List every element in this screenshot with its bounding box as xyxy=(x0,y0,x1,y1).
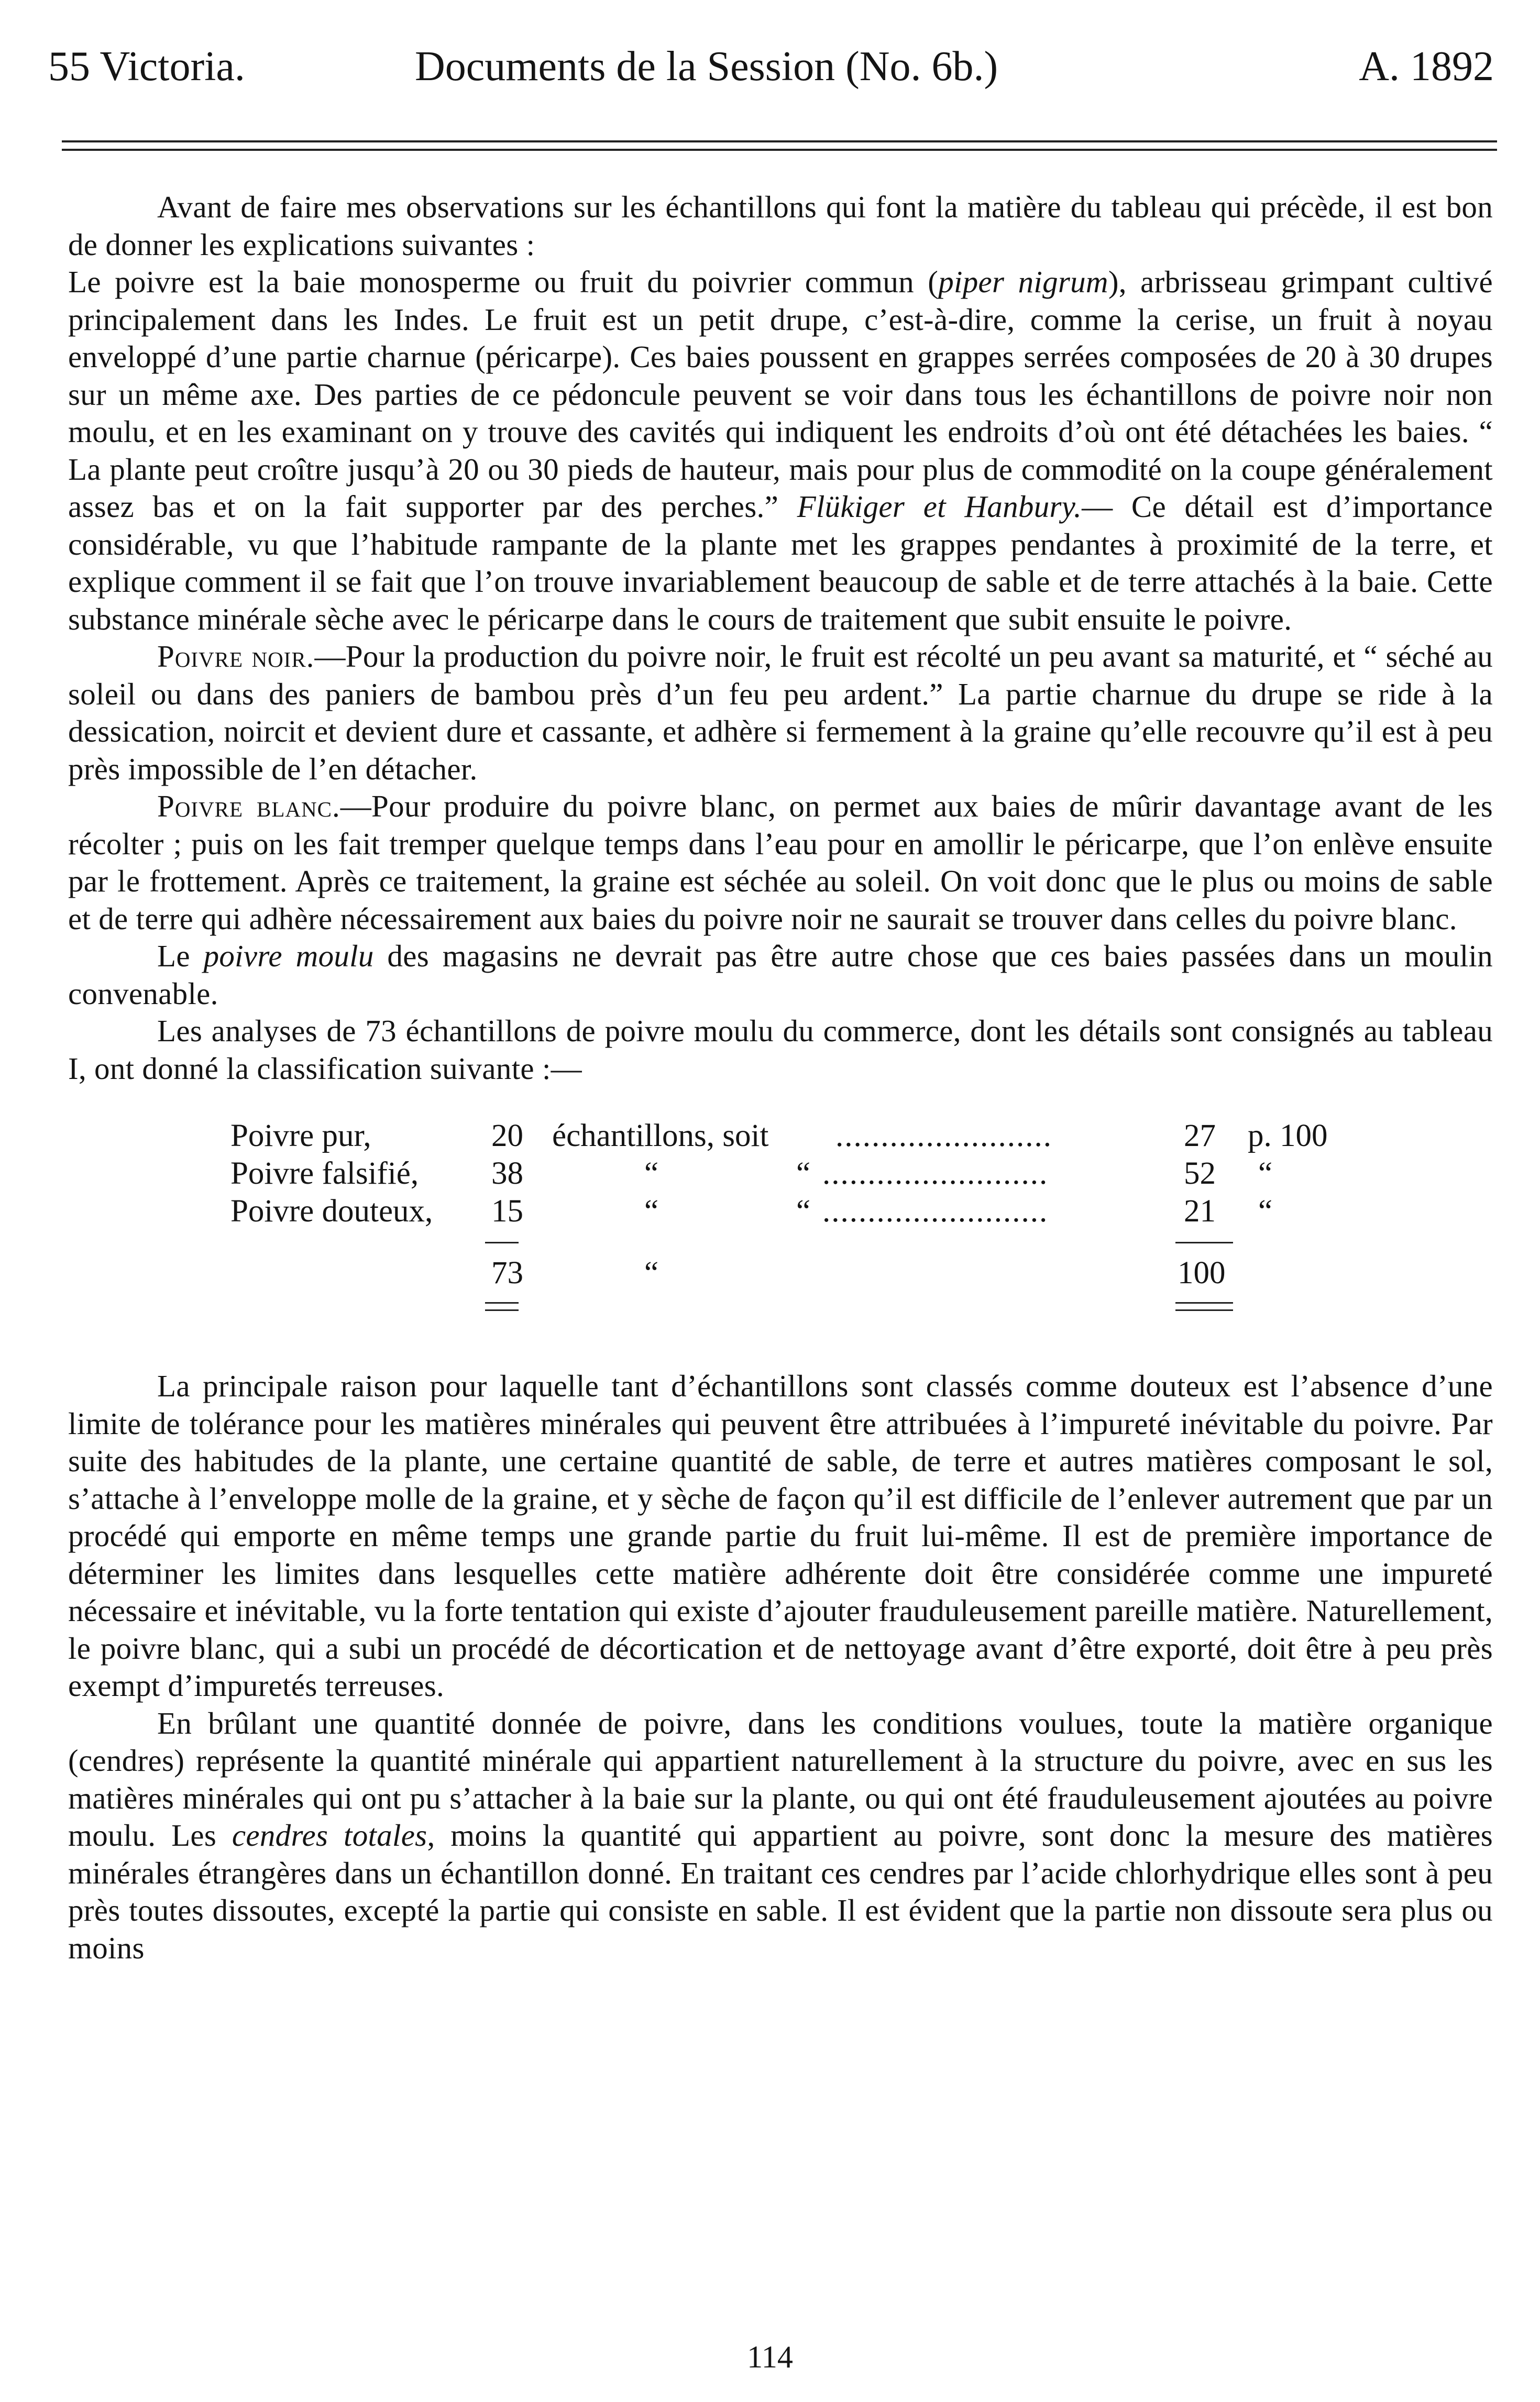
paragraph-poivre-moulu xyxy=(68,938,1493,1012)
text-run: Le xyxy=(157,939,204,973)
classification-table xyxy=(68,1118,1493,1330)
text-run: —Pour la production du poivre noir, le fruit est récolté un peu avant sa maturité, et “ séché au soleil ou dans des paniers de bambou près d’un feu peu ardent.” La partie charnue du drupe se ride à la dessication, noircit et devient dure et cassante, et adhère si fermement à la graine qu’elle recouvre qu’il est à peu près impossible de l’en détacher. xyxy=(68,639,1493,786)
row-percent: 21 xyxy=(1184,1194,1216,1229)
row-percent-unit: “ xyxy=(1258,1194,1273,1229)
text-run: — Ce détail est d’importance considérable, vu que l’habitude rampante de la plante met les grappes pendantes à proximité de la terre, et explique comment il se fait que l’on trouve invariablement beaucoup de sable et de terre attachés à la baie. Cette substance minérale sèche avec le péricarpe dans le cours de traitement que subit ensuite le poivre. xyxy=(68,489,1493,636)
paragraph-poivre-blanc xyxy=(68,788,1493,938)
header-rule-top xyxy=(62,140,1497,142)
page-header xyxy=(48,38,1494,95)
paragraph-principale-raison: La principale raison pour laquelle tant d’échantillons sont classés comme douteux est l’absence d’une limite de tolérance pour les matières minérales qui peuvent être attribuées à l’impureté inévitable du poivre. Par suite des habitudes de la plante, une certaine quantité de sable, de terre et autres matières composant le sol, s’attache à l’enveloppe molle de la graine, et y sèche de façon qu’il est difficile de l’enlever autrement que par un procédé qui emporte en même temps une grande partie du fruit lui-même. Il est de première importance de déterminer les limites dans lesquelles cette matière adhérente doit être considérée comme une impureté nécessaire et inévitable, vu la forte tentation qui existe d’ajouter frauduleusement pareille matière. Naturellement, le poivre blanc, qui a subi un procédé de décortication et de nettoyage avant d’être exporté, doit être à peu près exempt d’impuretés terreuses. xyxy=(68,1369,1493,1703)
text-run: ), arbrisseau grimpant cultivé principalement dans les Indes. Le fruit est un petit drupe, c’est-à-dire, comme la cerise, un fruit à noyau enveloppé d’une partie charnue (péricarpe). Ces baies poussent en grappes serrées composées de 20 à 30 drupes sur un même axe. Des parties de ce pédoncule peuvent se voir dans tous les échantillons de poivre noir non moulu, et en les examinant on y trouve des cavités qui indiquent les endroits d’où ont été détachées les baies. “ La plante peut croître jusqu’à 20 ou 30 pieds de hauteur, mais pour plus de commodité on la coupe généralement assez bas et on la fait supporter par des perches.” xyxy=(68,265,1493,524)
header-volume: 55 Victoria. xyxy=(48,43,245,90)
row-count: 38 xyxy=(491,1156,523,1191)
percent-total-rule xyxy=(1175,1309,1233,1311)
leader-dots: ........................ xyxy=(835,1118,1052,1153)
header-rule-bottom xyxy=(62,149,1497,151)
section-heading: Poivre blanc. xyxy=(157,789,340,823)
row-count: 15 xyxy=(491,1194,523,1229)
leader-dots: ......................... xyxy=(822,1156,1049,1191)
classification-row xyxy=(68,1193,1493,1230)
row-label: Poivre falsifié, xyxy=(230,1156,419,1191)
percent-sum-rule xyxy=(1175,1242,1233,1243)
row-percent-unit: “ xyxy=(1258,1156,1273,1191)
citation: Flükiger et Hanbury. xyxy=(797,489,1082,524)
text-run: Le poivre est la baie monosperme ou fruit du poivrier commun ( xyxy=(68,265,939,299)
total-count: 73 xyxy=(491,1255,523,1291)
italic-term: cendres totales xyxy=(232,1818,427,1853)
leader-dots: ......................... xyxy=(822,1194,1049,1229)
ditto-mark: “ xyxy=(644,1194,659,1229)
row-unit: échantillons, soit xyxy=(552,1118,769,1153)
row-percent: 52 xyxy=(1184,1156,1216,1191)
section-heading: Poivre noir. xyxy=(157,639,315,674)
count-sum-rule xyxy=(485,1242,519,1243)
row-percent: 27 xyxy=(1184,1118,1216,1153)
total-percent: 100 xyxy=(1178,1255,1226,1291)
text-run: En brûlant une quantité donnée de poivre, dans les conditions voulues, toute la matière organique (cendres) représente la quantité minérale qui appartient naturellement à la structure du poivre, avec en sus les matières minérales qui ont pu s’attacher à la baie sur la plante, ou qui ont été frauduleusement ajoutées au poivre moulu. Les xyxy=(68,1705,1493,1853)
paragraph-poivre xyxy=(68,263,1493,638)
ditto-mark: “ xyxy=(796,1194,811,1229)
paragraph-intro: Avant de faire mes observations sur les échantillons qui font la matière du tableau qui précède, il est bon de donner les explications suivantes : xyxy=(68,190,1493,262)
page-number: 114 xyxy=(747,2340,793,2374)
text-run: —Pour produire du poivre blanc, on permet aux baies de mûrir davantage avant de les récolter ; puis on les fait tremper quelque temps dans l’eau pour en amollir le péricarpe, que l’on enlève ensuite par le frottement. Après ce traitement, la graine est séchée au soleil. On voit donc que le plus ou moins de sable et de terre qui adhère nécessairement aux baies du poivre noir ne saurait se trouver dans celles du poivre blanc. xyxy=(68,789,1493,936)
ditto-mark: “ xyxy=(644,1255,659,1291)
paragraph-poivre-noir xyxy=(68,638,1493,788)
row-label: Poivre douteux, xyxy=(230,1194,433,1229)
count-total-rule xyxy=(485,1302,519,1304)
row-count: 20 xyxy=(491,1118,523,1153)
classification-row xyxy=(68,1118,1493,1154)
body-text xyxy=(68,189,1493,1967)
header-year: A. 1892 xyxy=(1359,43,1494,90)
row-percent-unit: p. 100 xyxy=(1248,1118,1328,1153)
text-run: , moins la quantité qui appartient au poivre, sont donc la mesure des matières minérales étrangères dans un échantillon donné. En traitant ces cendres par l’acide chlorhydrique elles sont à peu près toutes dissoutes, excepté la partie qui consiste en sable. Il est évident que la partie non dissoute sera plus ou moins xyxy=(68,1818,1493,1965)
italic-term: piper nigrum xyxy=(938,265,1108,299)
count-total-rule xyxy=(485,1309,519,1311)
text-run: des magasins ne devrait pas être autre chose que ces baies passées dans un moulin convenable. xyxy=(68,939,1493,1011)
classification-row xyxy=(68,1155,1493,1192)
paragraph-cendres xyxy=(68,1705,1493,1967)
percent-total-rule xyxy=(1175,1302,1233,1304)
classification-total-row xyxy=(68,1255,1493,1292)
paragraph-analyses: Les analyses de 73 échantillons de poivre moulu du commerce, dont les détails sont consignés au tableau I, ont donné la classification suivante :— xyxy=(68,1013,1493,1086)
header-title: Documents de la Session (No. 6b.) xyxy=(415,43,998,90)
row-label: Poivre pur, xyxy=(230,1118,371,1153)
italic-term: poivre moulu xyxy=(203,939,374,973)
ditto-mark: “ xyxy=(644,1156,659,1191)
ditto-mark: “ xyxy=(796,1156,811,1191)
